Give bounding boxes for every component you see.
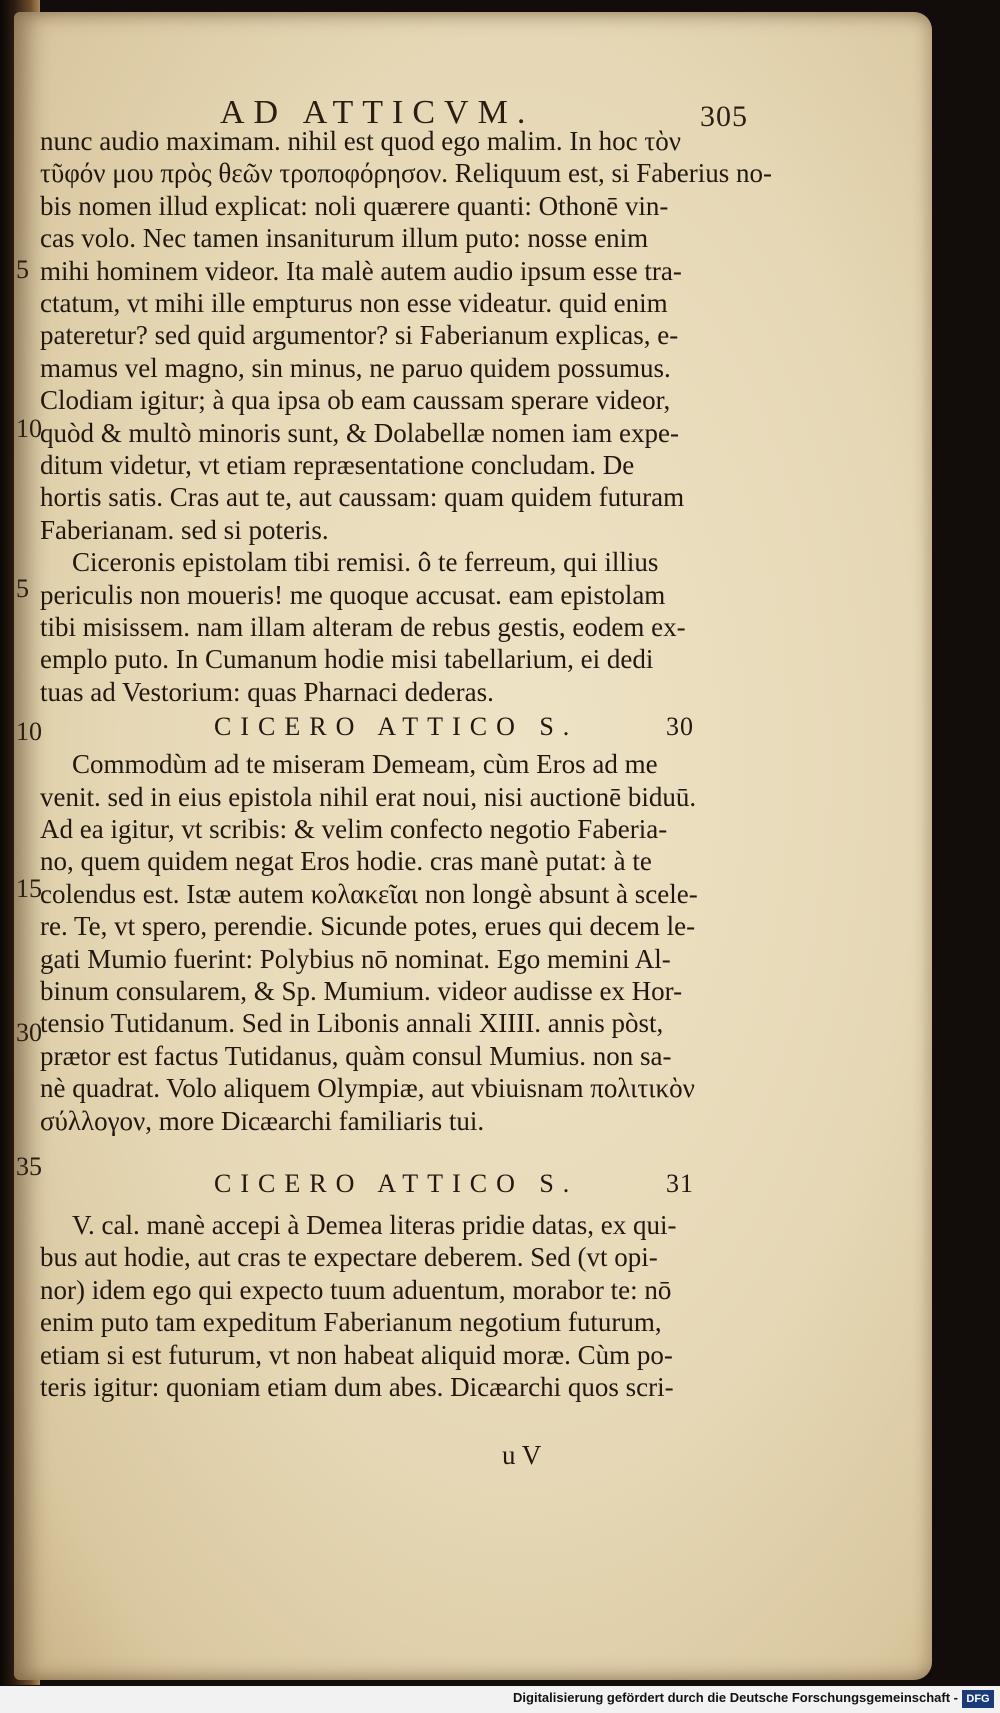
text-line: mihi hominem videor. Ita malè autem audio ipsum esse tra-	[40, 255, 682, 286]
letter-heading	[214, 1166, 734, 1202]
text-line: gati Mumio fuerint: Polybius nō nominat. Ego memini Al-	[40, 943, 671, 974]
text-line: Commodùm ad te miseram Demeam, cùm Eros ad me	[72, 749, 658, 780]
text-line: no, quem quidem negat Eros hodie. cras manè putat: à te	[40, 846, 652, 877]
text-line: ctatum, vt mihi ille empturus non esse videatur. quid enim	[40, 288, 668, 318]
margin-line-number: 5	[16, 255, 29, 284]
text-line: emplo puto. In Cumanum hodie misi tabellarium, ei dedi	[40, 644, 654, 675]
text-line: teris igitur: quoniam etiam dum abes. Dicæarchi quos scri-	[40, 1372, 674, 1402]
funding-credit: Digitalisierung gefördert durch die Deutsche Forschungsgemeinschaft -	[513, 1690, 958, 1705]
text-line: τῦφόν μου πρὸς θεῶν τροποφόρησον. Reliquum est, si Faberius no-	[40, 158, 773, 189]
text-line: Ad ea igitur, vt scribis: & velim confecto negotio Faberia-	[40, 814, 668, 844]
text-line: nè quadrat. Volo aliquem Olympiæ, aut vbiuisnam πολιτικὸν	[40, 1073, 695, 1104]
margin-line-number: 5	[16, 574, 29, 603]
margin-line-number: 10	[16, 717, 42, 746]
footer-bar	[0, 1686, 1000, 1713]
catchword: u V	[502, 1440, 542, 1470]
text-line: bis nomen illud explicat: noli quærere quanti: Othonē vin-	[40, 190, 669, 221]
text-line: prætor est factus Tutidanus, quàm consul Mumius. non sa-	[40, 1040, 672, 1071]
text-line: quòd & multò minoris sunt, & Dolabellæ nomen iam expe-	[40, 417, 679, 448]
dfg-logo: DFG	[962, 1690, 994, 1708]
text-line: binum consularem, & Sp. Mumium. videor audisse ex Hor-	[40, 976, 683, 1006]
text-line: nunc audio maximam. nihil est quod ego malim. In hoc τὸν	[40, 126, 681, 156]
text-line: ditum videtur, vt etiam repræsentatione concludam. De	[40, 450, 635, 480]
text-line: tuas ad Vestorium: quas Pharnaci dederas.	[40, 676, 494, 707]
text-line: pateretur? sed quid argumentor? si Faberianum explicas, e-	[40, 320, 679, 351]
text-line: cas volo. Nec tamen insaniturum illum puto: nosse enim	[40, 223, 649, 254]
text-line: Ciceronis epistolam tibi remisi. ô te ferreum, qui illius	[72, 547, 659, 578]
running-head: AD ATTICVM.	[220, 94, 535, 131]
text-line: enim puto tam expeditum Faberianum negotium futurum,	[40, 1307, 662, 1338]
letter-heading	[214, 709, 734, 745]
text-line: hortis satis. Cras aut te, aut caussam: quam quidem futuram	[40, 482, 685, 513]
text-line: Faberianam. sed si poteris.	[40, 514, 329, 545]
page-number: 305	[700, 100, 748, 133]
letter-heading-text: CICERO ATTICO S.	[214, 712, 579, 742]
text-line: Clodiam igitur; à qua ipsa ob eam caussam sperare videor,	[40, 385, 671, 416]
text-line: tibi misissem. nam illam alteram de rebus gestis, eodem ex-	[40, 612, 686, 642]
text-line: tensio Tutidanum. Sed in Libonis annali XIIII. annis pòst,	[40, 1008, 664, 1039]
margin-line-number: 10	[16, 414, 42, 443]
margin-line-number: 35	[16, 1152, 42, 1181]
text-line: nor) idem ego qui expecto tuum aduentum, morabor te: nō	[40, 1274, 672, 1305]
text-line: mamus vel magno, sin minus, ne paruo quidem possumus.	[40, 352, 671, 383]
letter-number: 31	[666, 1169, 694, 1198]
text-line: periculis non moueris! me quoque accusat. eam epistolam	[40, 579, 666, 610]
text-line: venit. sed in eius epistola nihil erat noui, nisi auctionē biduū.	[40, 781, 697, 812]
letter-heading-text: CICERO ATTICO S.	[214, 1169, 579, 1198]
text-line: V. cal. manè accepi à Demea literas pridie datas, ex qui-	[72, 1210, 677, 1240]
text-line: re. Te, vt spero, perendie. Sicunde potes, erues qui decem le-	[40, 911, 696, 942]
text-line: colendus est. Istæ autem κολακεῖαι non longè absunt à scele-	[40, 878, 698, 909]
letter-number: 30	[666, 712, 694, 742]
text-line: σύλλογον, more Dicæarchi familiaris tui.	[40, 1105, 485, 1136]
margin-line-number: 30	[16, 1018, 42, 1047]
text-line: etiam si est futurum, vt non habeat aliquid moræ. Cùm po-	[40, 1339, 673, 1370]
text-line: bus aut hodie, aut cras te expectare deberem. Sed (vt opi-	[40, 1242, 658, 1273]
margin-line-number: 15	[16, 874, 42, 903]
text-block	[14, 12, 932, 1680]
book-page	[14, 12, 932, 1680]
